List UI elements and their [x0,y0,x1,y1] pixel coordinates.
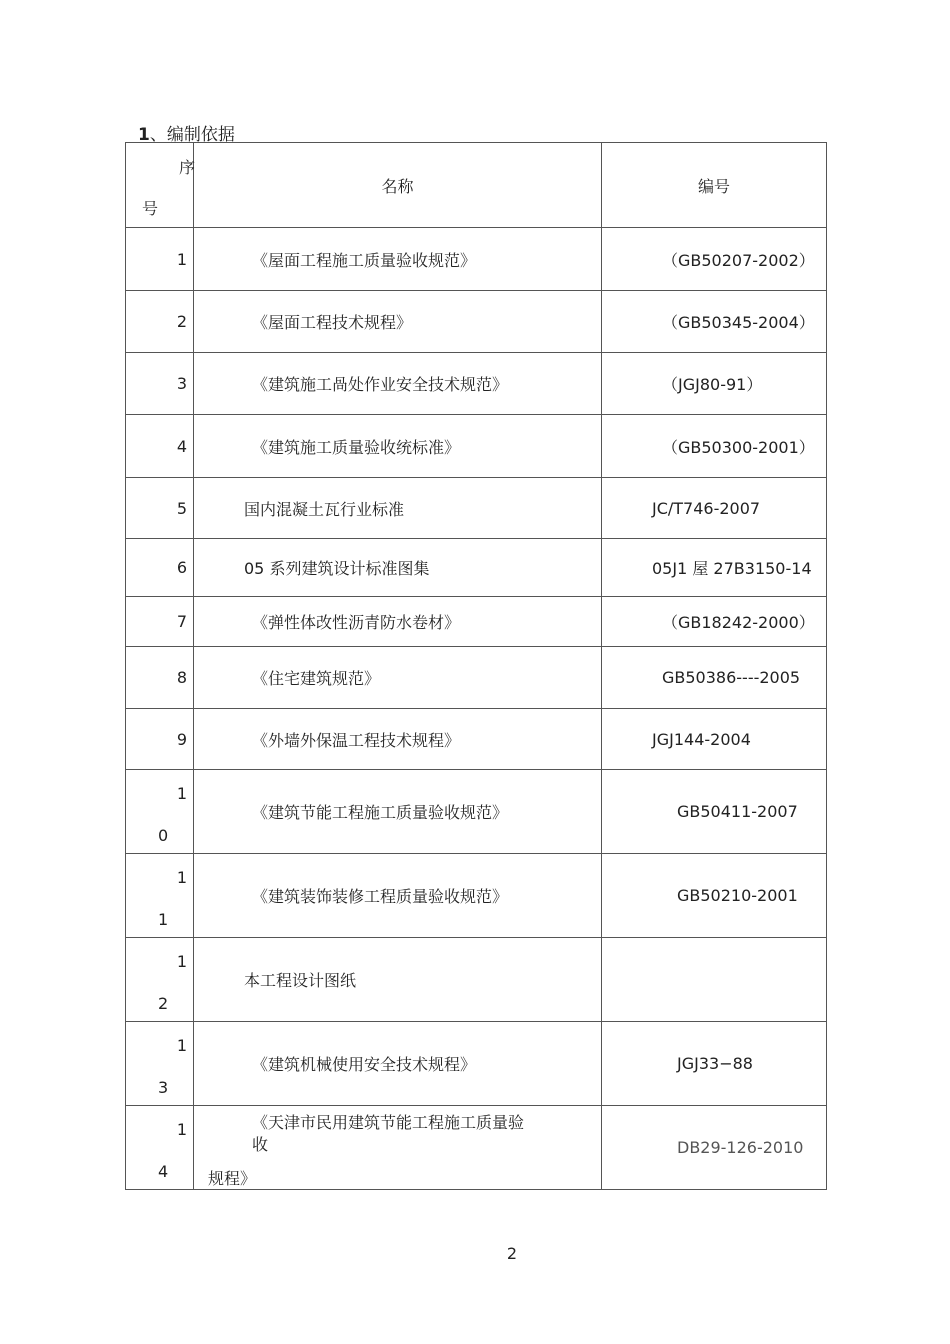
reference-table [125,142,827,1190]
table-row: 1 《屋面工程施工质量验收规范》 （GB50207-2002） [126,228,827,291]
table-row: 3 《建筑施工咼处作业安全技术规范》 （JGJ80-91） [126,353,827,415]
table-row: 5 国内混凝土瓦行业标准 JC/T746-2007 [126,478,827,539]
header-name: 名称 [194,143,602,228]
table-row: 1 3 《建筑机械使用安全技术规程》 JGJ33−88 [126,1022,827,1106]
table-row: 2 《屋面工程技术规程》 （GB50345-2004） [126,291,827,353]
section-number: 1 [138,125,150,145]
table-row: 6 05 系列建筑设计标准图集 05J1 屋 27B3150-14 [126,539,827,597]
table-row: 7 《弹性体改性沥青防水卷材》 （GB18242-2000） [126,597,827,647]
table-header-row [126,143,827,228]
page-number: 2 [506,1244,518,1263]
header-code: 编号 [602,143,827,228]
table-row: 1 1 《建筑装饰装修工程质量验收规范》 GB50210-2001 [126,854,827,938]
table-row: 1 0 《建筑节能工程施工质量验收规范》 GB50411-2007 [126,770,827,854]
header-seq: 序 号 [126,143,194,228]
table-row: 4 《建筑施工质量验收统标准》 （GB50300-2001） [126,415,827,478]
table-row: 1 2 本工程设计图纸 [126,938,827,1022]
table-row: 1 4 《天津市民用建筑节能工程施工质量验 收 规程》 DB29-126-2010 [126,1106,827,1190]
section-title: 、编制依据 [149,125,235,145]
table-row: 8 《住宅建筑规范》 GB50386----2005 [126,647,827,709]
table-row: 9 《外墙外保温工程技术规程》 JGJ144-2004 [126,709,827,770]
